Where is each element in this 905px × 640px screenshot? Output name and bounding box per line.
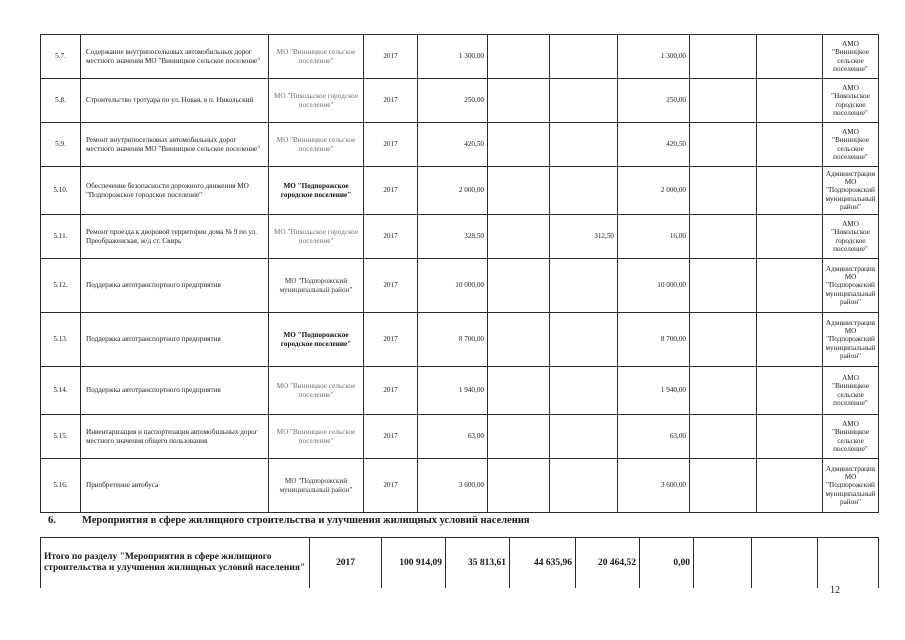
table-row xyxy=(41,215,879,259)
local-amount: 2 000,00 xyxy=(618,167,690,215)
total-year: 2017 xyxy=(310,538,382,588)
local-amount: 16,00 xyxy=(618,215,690,259)
table-row xyxy=(41,35,879,79)
year: 2017 xyxy=(364,415,418,459)
total-amount: 250,00 xyxy=(418,79,488,123)
other-amount xyxy=(690,35,757,79)
total-row xyxy=(41,538,879,588)
row-number: 5.10. xyxy=(41,167,81,215)
total-amount: 63,00 xyxy=(418,415,488,459)
empty-cell xyxy=(757,415,823,459)
local-amount: 63,00 xyxy=(618,415,690,459)
other-amount xyxy=(690,167,757,215)
table-row xyxy=(41,367,879,415)
year: 2017 xyxy=(364,367,418,415)
executor: МО "Винницкое сельское поселение" xyxy=(269,415,364,459)
total-amount: 420,50 xyxy=(418,123,488,167)
regional-amount xyxy=(550,167,618,215)
regional-amount xyxy=(550,459,618,513)
page-number: 12 xyxy=(830,585,840,596)
total-amount: 2 000,00 xyxy=(418,167,488,215)
executor: МО "Никольское городское поселение" xyxy=(269,215,364,259)
section-total-table xyxy=(40,537,879,588)
federal-amount xyxy=(488,459,550,513)
federal-amount: 35 813,61 xyxy=(446,538,510,588)
local-amount: 420,50 xyxy=(618,123,690,167)
other-amount xyxy=(690,313,757,367)
regional-amount xyxy=(550,415,618,459)
empty-cell xyxy=(694,538,752,588)
row-number: 5.9. xyxy=(41,123,81,167)
executor: МО "Никольское городское поселение" xyxy=(269,79,364,123)
empty-cell xyxy=(757,79,823,123)
row-number: 5.15. xyxy=(41,415,81,459)
program-table xyxy=(40,34,879,513)
executor: МО "Винницкое сельское поселение" xyxy=(269,367,364,415)
local-amount: 250,00 xyxy=(618,79,690,123)
measure-name: Инвентаризация и паспортизация автомобильных дорог местного значения общего пользования xyxy=(81,415,269,459)
section-heading xyxy=(48,515,530,526)
measure-name: Обеспечение безопасности дорожного движения МО "Подпорожское городское поселение" xyxy=(81,167,269,215)
regional-amount xyxy=(550,79,618,123)
regional-amount xyxy=(550,259,618,313)
program-table-body xyxy=(41,35,879,513)
local-amount: 1 300,00 xyxy=(618,35,690,79)
federal-amount xyxy=(488,367,550,415)
responsible: АМО "Никольское городское поселение" xyxy=(823,79,879,123)
table-row xyxy=(41,123,879,167)
year: 2017 xyxy=(364,459,418,513)
responsible: АМО "Винницкое сельское поселение" xyxy=(823,415,879,459)
year: 2017 xyxy=(364,79,418,123)
other-amount xyxy=(690,79,757,123)
row-number: 5.11. xyxy=(41,215,81,259)
federal-amount xyxy=(488,415,550,459)
other-amount xyxy=(690,415,757,459)
responsible: АМО "Никольское городское поселение" xyxy=(823,215,879,259)
responsible: Администрация МО "Подпорожский муниципальный район" xyxy=(823,259,879,313)
table-row xyxy=(41,167,879,215)
other-amount xyxy=(690,259,757,313)
total-amount: 3 600,00 xyxy=(418,459,488,513)
measure-name: Ремонт проезда к дворовой территории дома № 9 по ул. Преображенская, ж/д ст. Свирь xyxy=(81,215,269,259)
other-amount xyxy=(690,123,757,167)
regional-amount xyxy=(550,35,618,79)
executor: МО "Подпорожское городское поселение" xyxy=(269,313,364,367)
year: 2017 xyxy=(364,259,418,313)
empty-cell xyxy=(757,123,823,167)
other-amount xyxy=(690,367,757,415)
responsible: АМО "Винницкое сельское поселение" xyxy=(823,35,879,79)
measure-name: Поддержка автотранспортного предприятия xyxy=(81,313,269,367)
federal-amount xyxy=(488,123,550,167)
total-amount: 1 300,00 xyxy=(418,35,488,79)
table-row xyxy=(41,459,879,513)
total-responsible xyxy=(818,538,879,588)
table-row xyxy=(41,415,879,459)
section-number: 6. xyxy=(48,515,56,526)
table-row xyxy=(41,313,879,367)
row-number: 5.13. xyxy=(41,313,81,367)
year: 2017 xyxy=(364,167,418,215)
regional-amount xyxy=(550,313,618,367)
year: 2017 xyxy=(364,313,418,367)
local-amount: 3 600,00 xyxy=(618,459,690,513)
responsible: Администрация МО "Подпорожский муниципальный район" xyxy=(823,459,879,513)
empty-cell xyxy=(757,259,823,313)
local-amount: 10 000,00 xyxy=(618,259,690,313)
total-amount: 100 914,09 xyxy=(382,538,446,588)
federal-amount xyxy=(488,313,550,367)
row-number: 5.12. xyxy=(41,259,81,313)
responsible: Администрация МО "Подпорожский муниципальный район" xyxy=(823,167,879,215)
measure-name: Поддержка автотранспортного предприятия xyxy=(81,259,269,313)
empty-cell xyxy=(757,167,823,215)
other-amount: 0,00 xyxy=(640,538,694,588)
local-amount: 20 464,52 xyxy=(576,538,640,588)
federal-amount xyxy=(488,79,550,123)
executor: МО "Подпорожский муниципальный район" xyxy=(269,459,364,513)
year: 2017 xyxy=(364,123,418,167)
responsible: АМО "Винницкое сельское поселение" xyxy=(823,123,879,167)
executor: МО "Винницкое сельское поселение" xyxy=(269,35,364,79)
empty-cell xyxy=(757,215,823,259)
measure-name: Содержание внутрипоселковых автомобильных дорог местного значения МО "Винницкое сельское поселение" xyxy=(81,35,269,79)
empty-cell xyxy=(757,367,823,415)
measure-name: Приобретение автобуса xyxy=(81,459,269,513)
measure-name: Поддержка автотранспортного предприятия xyxy=(81,367,269,415)
total-label: Итого по разделу "Мероприятия в сфере жилищного строительства и улучшения жилищных условий населения" xyxy=(41,538,310,588)
total-amount: 10 000,00 xyxy=(418,259,488,313)
regional-amount: 44 635,96 xyxy=(510,538,576,588)
empty-cell xyxy=(757,313,823,367)
total-amount: 1 940,00 xyxy=(418,367,488,415)
table-row xyxy=(41,259,879,313)
year: 2017 xyxy=(364,35,418,79)
executor: МО "Подпорожское городское поселение" xyxy=(269,167,364,215)
row-number: 5.8. xyxy=(41,79,81,123)
federal-amount xyxy=(488,215,550,259)
federal-amount xyxy=(488,259,550,313)
executor: МО "Подпорожский муниципальный район" xyxy=(269,259,364,313)
regional-amount xyxy=(550,123,618,167)
regional-amount xyxy=(550,367,618,415)
local-amount: 1 940,00 xyxy=(618,367,690,415)
responsible: АМО "Винницкое сельское поселение" xyxy=(823,367,879,415)
row-number: 5.7. xyxy=(41,35,81,79)
other-amount xyxy=(690,459,757,513)
executor: МО "Винницкое сельское поселение" xyxy=(269,123,364,167)
empty-cell xyxy=(752,538,818,588)
federal-amount xyxy=(488,35,550,79)
section-title: Мероприятия в сфере жилищного строительства и улучшения жилищных условий населения xyxy=(82,515,530,526)
regional-amount: 312,50 xyxy=(550,215,618,259)
federal-amount xyxy=(488,167,550,215)
measure-name: Строительство тротуара по ул. Новая, в п. Никольский xyxy=(81,79,269,123)
year: 2017 xyxy=(364,215,418,259)
measure-name: Ремонт внутрипоселковых автомобильных дорог местного значения МО "Винницкое сельское поселение" xyxy=(81,123,269,167)
total-amount: 328,50 xyxy=(418,215,488,259)
row-number: 5.14. xyxy=(41,367,81,415)
empty-cell xyxy=(757,459,823,513)
empty-cell xyxy=(757,35,823,79)
responsible: Администрация МО "Подпорожский муниципальный район" xyxy=(823,313,879,367)
table-row xyxy=(41,79,879,123)
local-amount: 8 700,00 xyxy=(618,313,690,367)
row-number: 5.16. xyxy=(41,459,81,513)
other-amount xyxy=(690,215,757,259)
total-amount: 8 700,00 xyxy=(418,313,488,367)
